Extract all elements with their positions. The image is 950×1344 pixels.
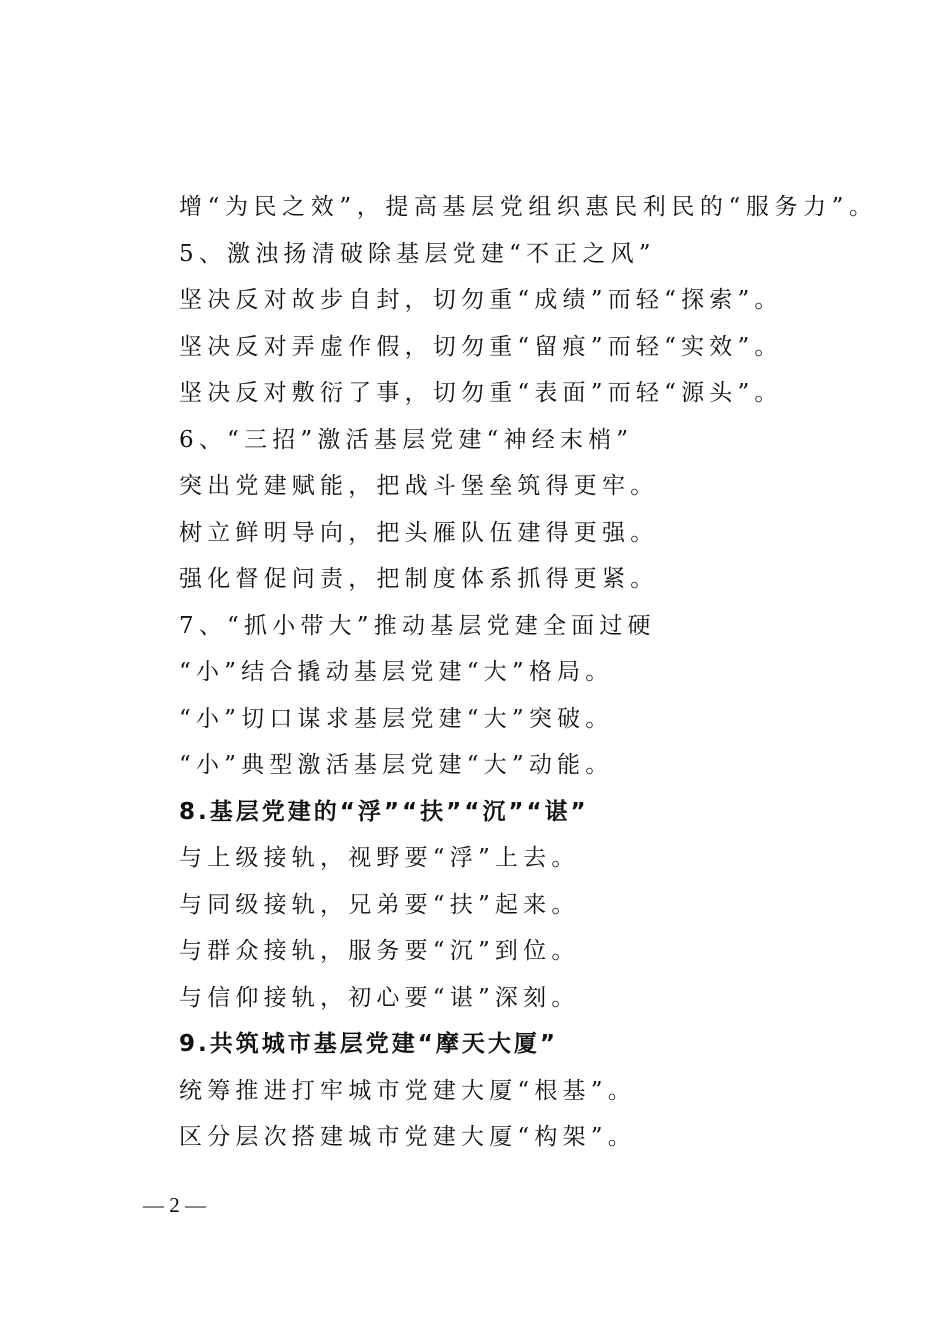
list-item: 区分层次搭建城市党建大厦“构架”。 xyxy=(179,1124,636,1150)
section-heading-5: 5、激浊扬清破除基层党建“不正之风” xyxy=(179,240,656,267)
section-heading-7: 7、“抓小带大”推动基层党建全面过硬 xyxy=(179,612,656,639)
list-item: 统筹推进打牢城市党建大厦“根基”。 xyxy=(179,1077,636,1104)
list-item: “小”切口谋求基层党建“大”突破。 xyxy=(179,705,614,732)
list-item: “小”结合撬动基层党建“大”格局。 xyxy=(179,659,614,685)
list-item: 与同级接轨，兄弟要“扶”起来。 xyxy=(179,891,580,918)
list-item: 与上级接轨，视野要“浮”上去。 xyxy=(179,845,580,871)
list-item: 强化督促问责，把制度体系抓得更紧。 xyxy=(179,566,659,592)
section-heading-6: 6、“三招”激活基层党建“神经末梢” xyxy=(179,426,634,453)
list-item: 坚决反对敷衍了事，切勿重“表面”而轻“源头”。 xyxy=(179,380,783,406)
section-heading-8: 8.基层党建的“浮”“扶”“沉”“谌” xyxy=(179,798,589,825)
list-item: 坚决反对弄虚作假，切勿重“留痕”而轻“实效”。 xyxy=(179,333,783,360)
paragraph-continuation: 增“为民之效”，提高基层党组织惠民利民的“服务力”。 xyxy=(179,194,878,220)
document-body xyxy=(179,184,899,1161)
list-item: 坚决反对故步自封，切勿重“成绩”而轻“探索”。 xyxy=(179,287,783,313)
list-item: “小”典型激活基层党建“大”动能。 xyxy=(179,752,614,778)
list-item: 突出党建赋能，把战斗堡垒筑得更牢。 xyxy=(179,473,659,499)
list-item: 与信仰接轨，初心要“谌”深刻。 xyxy=(179,984,580,1011)
list-item: 与群众接轨，服务要“沉”到位。 xyxy=(179,938,580,964)
section-heading-9: 9.共筑城市基层党建“摩天大厦” xyxy=(179,1031,558,1057)
list-item: 树立鲜明导向，把头雁队伍建得更强。 xyxy=(179,519,659,546)
page-number: — 2 — xyxy=(143,1193,206,1217)
